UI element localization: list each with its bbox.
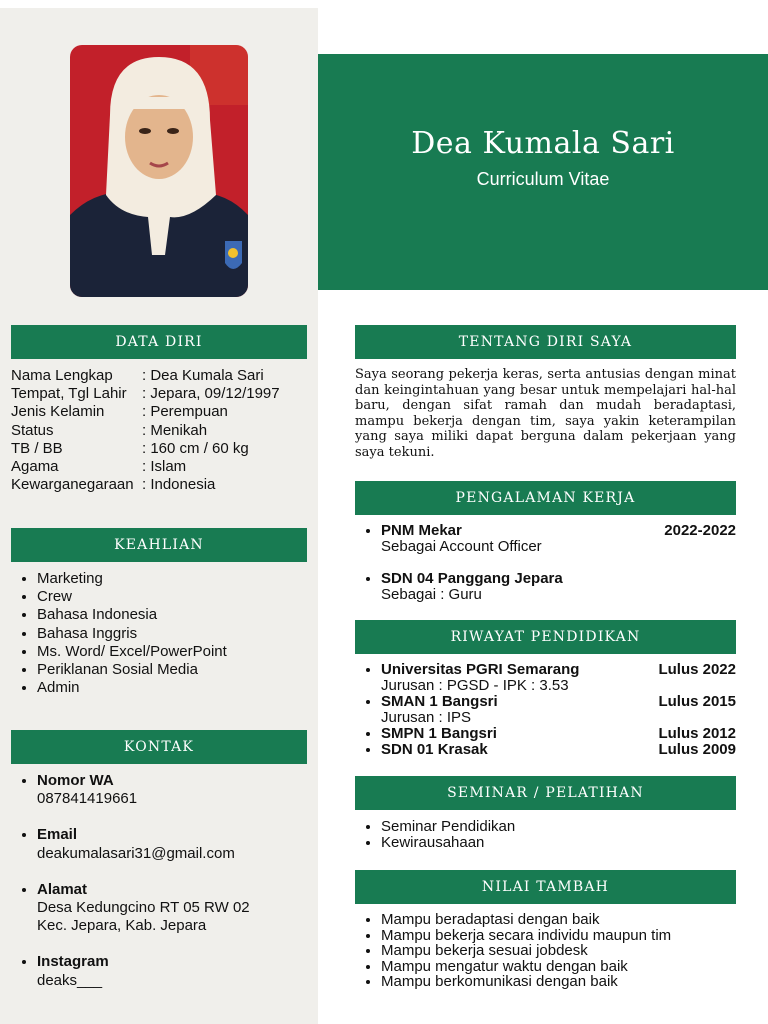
- list-item: [381, 662, 736, 694]
- list-item: • Mampu mengatur waktu dengan baik: [381, 959, 736, 975]
- keahlian-list: [11, 570, 333, 697]
- data-diri-value: : Jepara, 09/12/1997: [142, 385, 280, 403]
- header-banner: [318, 54, 768, 290]
- contact-label: Alamat: [37, 880, 88, 898]
- contact-item-wa: [37, 772, 333, 808]
- list-item: • Mampu beradaptasi dengan baik: [381, 912, 736, 928]
- kontak-list: [11, 772, 333, 1008]
- list-item: [381, 571, 736, 603]
- list-item: • Seminar Pendidikan: [381, 819, 736, 835]
- list-item: • Mampu berkomunikasi dengan baik: [381, 974, 736, 990]
- data-diri-row: [11, 403, 280, 421]
- data-diri-row: [11, 476, 280, 494]
- item-title: Universitas PGRI Semarang: [381, 661, 580, 678]
- data-diri-row: [11, 385, 280, 403]
- data-diri-label: TB / BB: [11, 439, 63, 457]
- nilai-list: [355, 912, 736, 990]
- keahlian-heading: KEAHLIAN: [11, 528, 307, 562]
- pendidikan-list: [355, 662, 736, 758]
- data-diri-row: [11, 367, 280, 385]
- item-detail: Jurusan : IPS: [381, 709, 472, 726]
- list-item: • Mampu bekerja secara individu maupun tim: [381, 928, 736, 944]
- contact-value: 087841419661: [37, 790, 138, 808]
- pengalaman-heading: PENGALAMAN KERJA: [355, 481, 736, 515]
- contact-value: Kec. Jepara, Kab. Jepara: [37, 917, 207, 935]
- profile-photo-graphic: [70, 45, 248, 297]
- data-diri-label: Tempat, Tgl Lahir: [11, 385, 127, 403]
- data-diri-value: : Perempuan: [142, 403, 228, 421]
- seminar-heading: SEMINAR / PELATIHAN: [355, 776, 736, 810]
- list-item: • Periklanan Sosial Media: [37, 661, 333, 679]
- item-title: PNM Mekar: [381, 522, 462, 539]
- item-title: SDN 04 Panggang Jepara: [381, 570, 563, 587]
- data-diri-label: Agama: [11, 458, 59, 476]
- kontak-heading: KONTAK: [11, 730, 307, 764]
- list-item: • Marketing: [37, 570, 333, 588]
- data-diri-label: Jenis Kelamin: [11, 403, 105, 421]
- profile-photo: [70, 45, 248, 297]
- data-diri-row: [11, 440, 280, 458]
- data-diri-list: [11, 367, 280, 494]
- data-diri-value: : 160 cm / 60 kg: [142, 439, 249, 457]
- list-item: • Admin: [37, 679, 333, 697]
- list-item: • Mampu bekerja sesuai jobdesk: [381, 943, 736, 959]
- item-year: Lulus 2012: [658, 725, 736, 742]
- contact-label: Nomor WA: [37, 772, 114, 789]
- item-detail: Sebagai Account Officer: [381, 538, 542, 555]
- item-title: SMAN 1 Bangsri: [381, 693, 498, 710]
- contact-label: Instagram: [37, 953, 109, 971]
- data-diri-row: [11, 458, 280, 476]
- data-diri-row: [11, 422, 280, 440]
- list-item: • Bahasa Indonesia: [37, 606, 333, 624]
- contact-item-alamat: [37, 881, 333, 936]
- pengalaman-list: [355, 523, 736, 603]
- list-item: [381, 523, 736, 555]
- item-title: SMPN 1 Bangsri: [381, 725, 497, 742]
- page-title: Dea Kumala Sari: [411, 126, 675, 161]
- data-diri-label: Kewarganegaraan: [11, 476, 134, 494]
- item-year: Lulus 2009: [658, 741, 736, 758]
- item-year: Lulus 2022: [658, 661, 736, 678]
- item-year: 2022-2022: [664, 522, 736, 539]
- data-diri-value: : Dea Kumala Sari: [142, 367, 264, 384]
- contact-label: Email: [37, 826, 78, 844]
- data-diri-value: : Menikah: [142, 421, 208, 439]
- item-detail: Sebagai : Guru: [381, 586, 482, 603]
- contact-item-instagram: [37, 953, 333, 989]
- seminar-list: [355, 819, 736, 850]
- data-diri-value: : Islam: [142, 458, 187, 476]
- list-item: • Kewirausahaan: [381, 835, 736, 851]
- list-item: • Crew: [37, 588, 333, 606]
- tentang-heading: TENTANG DIRI SAYA: [355, 325, 736, 359]
- data-diri-heading: DATA DIRI: [11, 325, 307, 359]
- data-diri-label: Nama Lengkap: [11, 367, 113, 384]
- data-diri-value: : Indonesia: [142, 476, 216, 494]
- list-item: • Ms. Word/ Excel/PowerPoint: [37, 643, 333, 661]
- contact-value: deaks___: [37, 971, 103, 989]
- contact-value: deakumalasari31@gmail.com: [37, 844, 235, 862]
- contact-item-email: [37, 826, 333, 862]
- data-diri-label: Status: [11, 421, 54, 439]
- item-year: Lulus 2015: [658, 693, 736, 710]
- list-item: [381, 726, 736, 742]
- list-item: [381, 742, 736, 758]
- tentang-text: Saya seorang pekerja keras, serta antusias dengan minat dan keingintahuan yang besar untuk mempelajari hal-hal baru, dengan sifat ramah dan mudah beradaptasi, mampu bekerja dengan tim, saya yakin keterampilan yang saya miliki dapat berguna dalam pekerjaan yang saya tekuni.: [355, 367, 736, 460]
- pendidikan-heading: RIWAYAT PENDIDIKAN: [355, 620, 736, 654]
- item-title: SDN 01 Krasak: [381, 741, 488, 758]
- list-item: • Bahasa Inggris: [37, 625, 333, 643]
- page-subtitle: Curriculum Vitae: [476, 169, 610, 189]
- list-item: [381, 694, 736, 726]
- item-detail: Jurusan : PGSD - IPK : 3.53: [381, 677, 569, 694]
- nilai-heading: NILAI TAMBAH: [355, 870, 736, 904]
- contact-value: Desa Kedungcino RT 05 RW 02: [37, 899, 250, 917]
